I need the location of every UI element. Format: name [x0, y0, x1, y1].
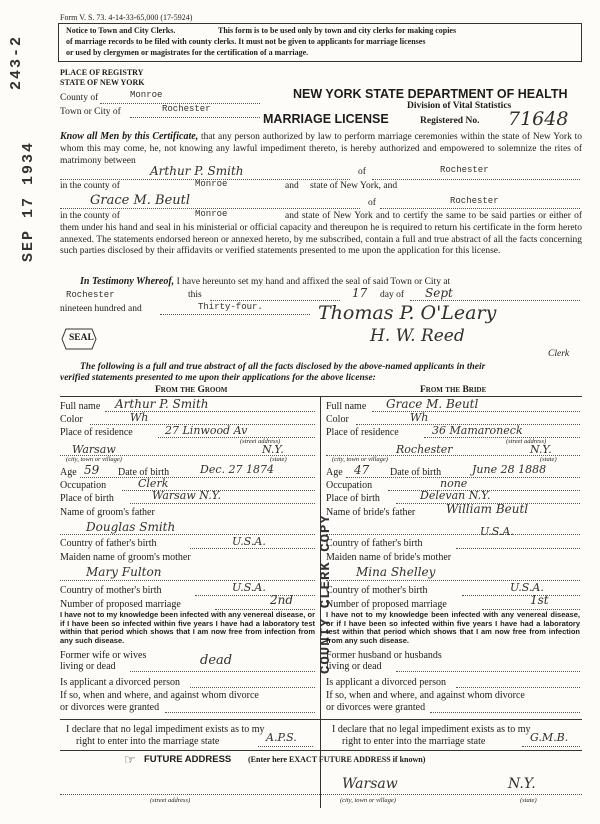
abstract-intro-1: The following is a full and true abstract of all the facts disclosed by the above-named applicants in their: [80, 362, 486, 372]
bride-full-name-label: Full name: [326, 401, 367, 412]
bride-header: From the Bride: [420, 385, 487, 395]
groom-former-label: Former wife or wives: [60, 650, 147, 661]
bride-impediment-2: right to enter into the marriage state: [342, 736, 486, 747]
town-value: Rochester: [162, 104, 211, 114]
groom-county-entry: Monroe: [195, 179, 228, 189]
future-address-note: (Enter here EXACT FUTURE ADDRESS if known): [248, 755, 426, 764]
groom-state: N.Y.: [262, 443, 284, 456]
bride-residence-label: Place of residence: [326, 427, 399, 438]
bride-full-name: Grace M. Beutl: [386, 397, 479, 411]
groom-full-name: Arthur P. Smith: [115, 397, 209, 411]
groom-father: Douglas Smith: [86, 520, 176, 534]
groom-color: Wh: [130, 411, 149, 424]
groom-state-caption: (state): [270, 456, 287, 463]
in-county-label: in the county of: [60, 181, 120, 191]
bride-occupation: none: [440, 477, 468, 490]
abstract-intro-2: verified statements presented to me upon their applications for the above license:: [60, 373, 376, 383]
clerk-signature: Thomas P. O'Leary: [318, 302, 497, 324]
bride-birthplace-label: Place of birth: [326, 493, 380, 504]
license-title: MARRIAGE LICENSE: [263, 112, 389, 126]
deputy-signature: H. W. Reed: [370, 326, 465, 346]
groom-impediment-1: I declare that no legal impediment exists as to my: [66, 724, 265, 735]
groom-occupation-label: Occupation: [60, 480, 107, 491]
bride-street-caption: (street address): [506, 438, 547, 445]
testimony-city: Rochester: [66, 290, 115, 300]
groom-living-dead-label: living or dead: [60, 661, 116, 672]
charge-paragraph: and state of New York and to certify the same to be said parties or either of them under his hand and seal in his ministerial or official capacity and thereupon he is required to return his certificate in the form hereto annexed. The statements endorsed hereon or annexed hereto, by me subscribed, contain a full and true abstract of all the facts concerning such parties disclosed by their affidavits or verified statements presented to me upon the application for this license.: [60, 211, 582, 257]
groom-name-entry: Arthur P. Smith: [150, 164, 244, 178]
of-label: of: [358, 167, 366, 177]
bride-impediment-signature: G.M.B.: [530, 731, 569, 744]
seal-label: SEAL: [69, 333, 94, 343]
bride-city-entry: Rochester: [450, 196, 499, 206]
groom-city: Warsaw: [72, 443, 116, 456]
clerk-label: Clerk: [548, 349, 570, 359]
bride-impediment-1: I declare that no legal impediment exists as to my: [332, 724, 531, 735]
future-city-caption: (city, town or village): [340, 797, 396, 804]
division-title: Division of Vital Statistics: [407, 101, 512, 111]
bride-mother-label: Maiden name of bride's mother: [326, 552, 452, 563]
month-entry: Sept: [425, 286, 453, 300]
groom-impediment-2: right to enter into the marriage state: [76, 736, 220, 747]
registered-number: 71648: [508, 108, 569, 130]
date-stamp: SEP 17 1934: [20, 140, 37, 262]
groom-vd-statement: I have not to my knowledge been infected with any venereal disease, or if I have been so infected within five years I have had a laboratory test within that period which shows that I am now free from infection from any such disease.: [60, 610, 315, 645]
groom-divorced-label: Is applicant a divorced person: [60, 677, 180, 688]
groom-granted-label: or divorces were granted: [60, 702, 160, 713]
form-number: Form V. S. 73. 4-14-33-65,000 (17-5924): [60, 13, 193, 22]
groom-full-name-label: Full name: [60, 401, 101, 412]
future-city: Warsaw: [342, 776, 398, 792]
registered-label: Registered No.: [420, 116, 480, 126]
future-address-label: FUTURE ADDRESS: [144, 754, 232, 765]
groom-proposed-label: Number of proposed marriage: [60, 599, 181, 610]
bride-city-caption: (city, town or village): [332, 456, 388, 463]
bride-if-so-label: If so, when and where, and against whom divorce: [326, 690, 525, 701]
groom-mother-birth: U.S.A.: [232, 581, 266, 594]
bride-former-label: Former husband or husbands: [326, 650, 442, 661]
groom-dob-label: Date of birth: [118, 467, 170, 478]
groom-age: 59: [84, 463, 100, 477]
county-label: County of: [60, 93, 99, 103]
groom-birthplace-label: Place of birth: [60, 493, 114, 504]
groom-father-birth: U.S.A.: [232, 535, 266, 548]
bride-mother-birth-label: Country of mother's birth: [326, 585, 428, 596]
groom-occupation: Clerk: [138, 477, 169, 490]
file-number-stamp: 243-2: [8, 34, 25, 90]
groom-father-birth-label: Country of father's birth: [60, 538, 157, 549]
bride-color-label: Color: [326, 414, 349, 425]
bride-father-label: Name of bride's father: [326, 507, 416, 518]
bride-father: William Beutl: [446, 502, 529, 516]
groom-if-so-label: If so, when and where, and against whom divorce: [60, 690, 259, 701]
bride-mother: Mina Shelley: [356, 565, 436, 579]
bride-age-label: Age: [326, 467, 343, 478]
bride-mother-birth: U.S.A.: [510, 581, 544, 594]
bride-father-birth-label: Country of father's birth: [326, 538, 423, 549]
bride-proposed-label: Number of proposed marriage: [326, 599, 447, 610]
groom-age-label: Age: [60, 467, 77, 478]
this-label: this: [188, 290, 202, 300]
testimony-line: In Testimony Whereof, I have hereunto set my hand and affixed the seal of said Town or City at: [80, 276, 451, 287]
bride-age: 47: [354, 463, 370, 477]
in-county-label-2: in the county of: [60, 211, 120, 221]
groom-impediment-signature: A.P.S.: [266, 731, 297, 744]
intro-paragraph: Know all Men by this Certificate, that any person authorized by law to perform marriage ceremonies within the state of New York to whom this may come, he, not knowing any lawful impediment thereto, is hereby authorized and empowered to solemnize the rites of matrimony between: [60, 131, 582, 166]
bride-county-entry: Monroe: [195, 209, 228, 219]
bride-birthplace: Delevan N.Y.: [420, 489, 491, 502]
town-label: Town or City of: [60, 107, 121, 117]
bride-dob: June 28 1888: [472, 463, 547, 476]
day-of-label: day of: [380, 290, 405, 300]
notice-line2: of marriage records to be filed with county clerks. It must not be given to applicants for marriage licenses: [66, 37, 426, 46]
department-title: NEW YORK STATE DEPARTMENT OF HEALTH: [293, 87, 568, 101]
pointing-hand-icon: ☞: [124, 752, 136, 767]
year-entry: Thirty-four.: [198, 302, 263, 312]
bride-vd-statement: I have not to my knowledge been infected with any venereal disease, or if I have been so infected within five years I have had a laboratory test within that period which shows that I am now free from infection from any such disease.: [326, 610, 580, 645]
bride-city: Rochester: [396, 443, 453, 456]
bride-divorced-label: Is applicant a divorced person: [326, 677, 446, 688]
of-label-2: of: [368, 198, 376, 208]
state-of-new-york: STATE OF NEW YORK: [60, 78, 145, 87]
future-state-caption: (state): [520, 797, 537, 804]
groom-birthplace: Warsaw N.Y.: [152, 489, 222, 502]
county-value: Monroe: [130, 90, 163, 100]
bride-proposed: 1st: [530, 593, 549, 607]
nineteen-label: nineteen hundred and: [60, 304, 142, 314]
place-of-registry: PLACE OF REGISTRY: [60, 68, 144, 77]
groom-dob: Dec. 27 1874: [200, 463, 274, 476]
future-state: N.Y.: [508, 776, 536, 792]
groom-color-label: Color: [60, 414, 83, 425]
and-label: and: [285, 181, 299, 191]
groom-residence-label: Place of residence: [60, 427, 133, 438]
bride-living-dead-label: living or dead: [326, 661, 382, 672]
groom-city-entry: Rochester: [440, 165, 489, 175]
groom-father-label: Name of groom's father: [60, 507, 155, 518]
groom-street: 27 Linwood Av: [165, 424, 248, 437]
bride-state-caption: (state): [540, 456, 557, 463]
bride-state: N.Y.: [530, 443, 552, 456]
bride-street: 36 Mamaroneck: [432, 424, 523, 437]
notice-label: Notice to Town and City Clerks.: [66, 26, 176, 35]
groom-header: From the Groom: [155, 385, 228, 395]
groom-mother-birth-label: Country of mother's birth: [60, 585, 162, 596]
bride-dob-label: Date of birth: [390, 467, 442, 478]
groom-city-caption: (city, town or village): [66, 456, 122, 463]
groom-street-caption: (street address): [240, 438, 281, 445]
groom-mother-label: Maiden name of groom's mother: [60, 552, 191, 563]
groom-former: dead: [200, 653, 233, 668]
bride-granted-label: or divorces were granted: [326, 702, 426, 713]
bride-father-birth: U.S.A.: [480, 525, 514, 538]
state-ny-label: state of New York, and: [310, 181, 398, 191]
groom-proposed: 2nd: [270, 593, 294, 607]
future-street-caption: (street address): [150, 797, 191, 804]
groom-mother: Mary Fulton: [86, 565, 162, 579]
day-entry: 17: [352, 286, 368, 300]
notice-line1: This form is to be used only by town and city clerks for making copies: [218, 26, 457, 35]
bride-name-entry: Grace M. Beutl: [90, 193, 191, 208]
notice-line3: or used by clergymen or magistrates for the certification of a marriage.: [66, 48, 309, 57]
bride-color: Wh: [410, 411, 429, 424]
county-clerk-copy-stamp: COUNTY CLERK COPY: [318, 514, 334, 674]
bride-occupation-label: Occupation: [326, 480, 373, 491]
